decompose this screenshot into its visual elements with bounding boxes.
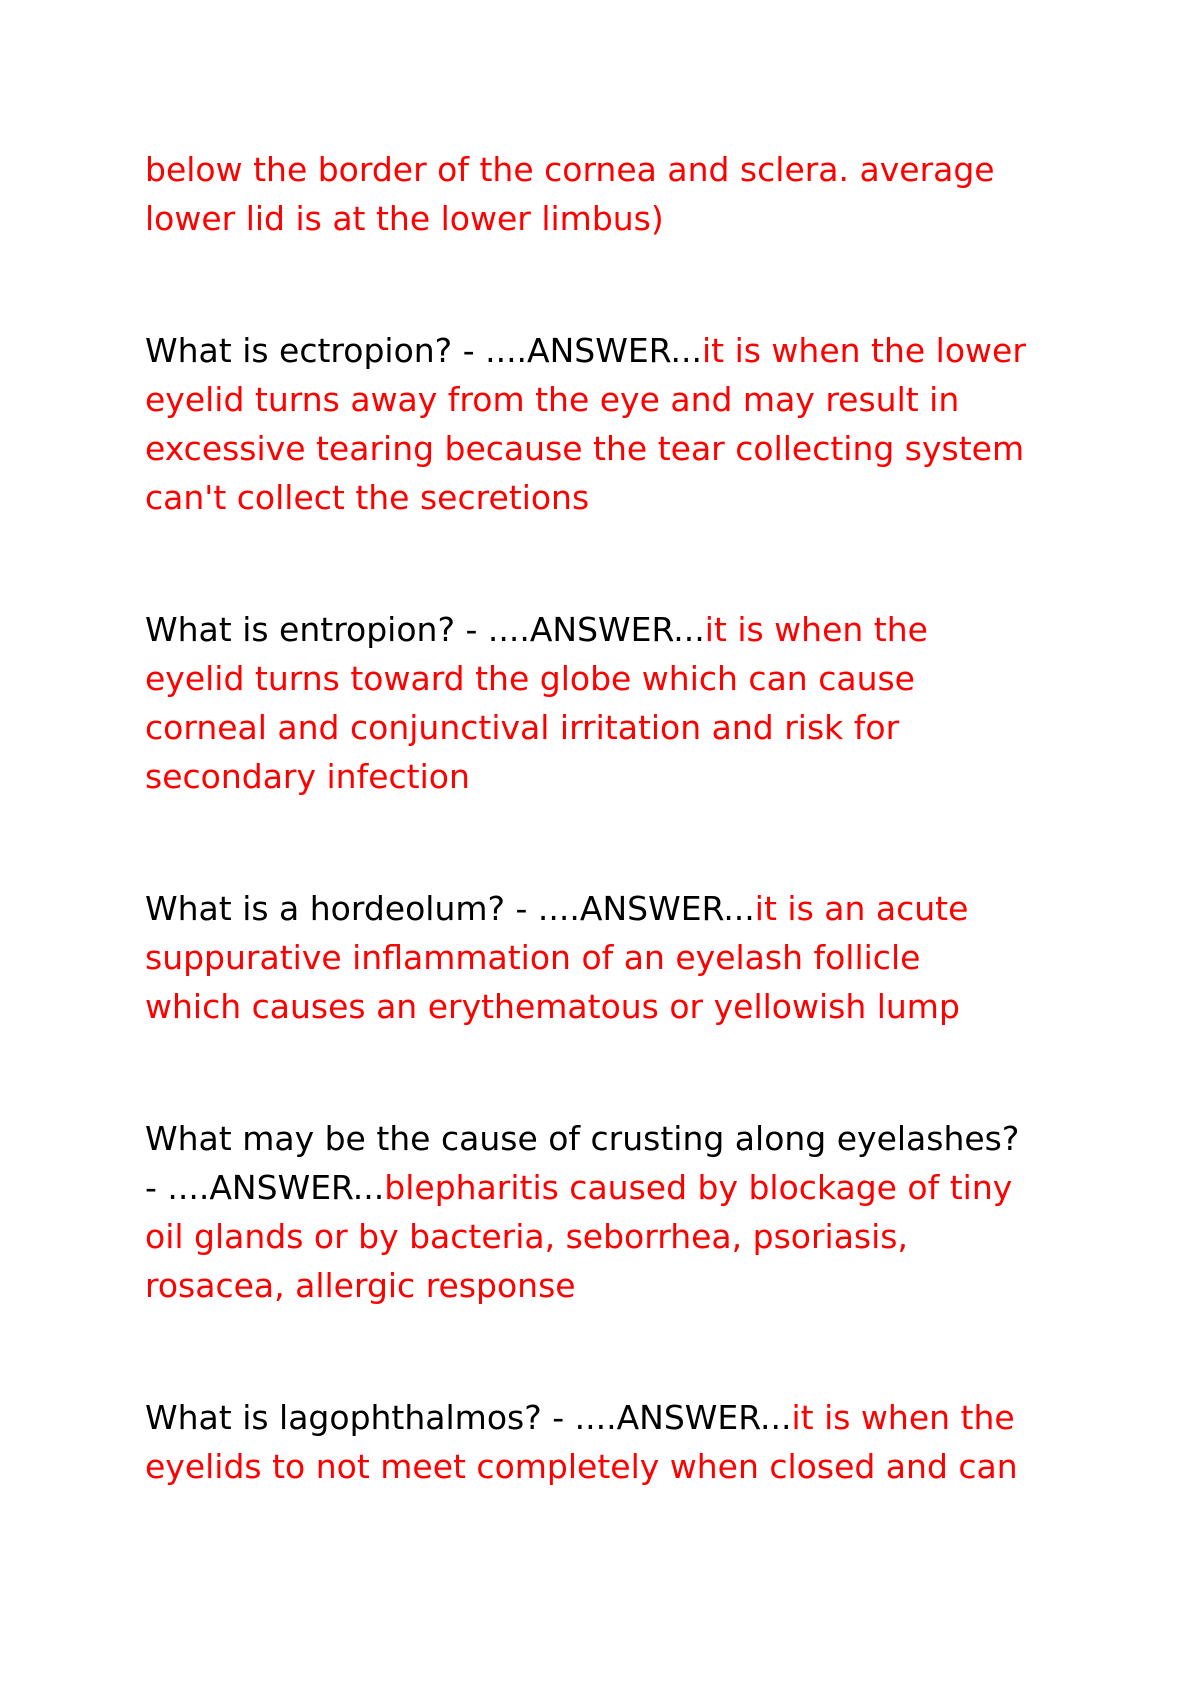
text-line xyxy=(145,654,1075,703)
question-text: What is entropion? - ....ANSWER... xyxy=(145,610,705,649)
question-text: What is lagophthalmos? - ....ANSWER... xyxy=(145,1398,792,1437)
answer-text: suppurative inflammation of an eyelash follicle xyxy=(145,938,921,977)
answer-text: which causes an erythematous or yellowish lump xyxy=(145,987,960,1026)
answer-text: lower lid is at the lower limbus) xyxy=(145,199,664,238)
text-line xyxy=(145,752,1075,801)
text-line xyxy=(145,703,1075,752)
answer-text: can't collect the secretions xyxy=(145,478,590,517)
qa-block-ectropion xyxy=(145,326,1075,522)
answer-text: secondary infection xyxy=(145,757,470,796)
text-line xyxy=(145,326,1075,375)
answer-text: rosacea, allergic response xyxy=(145,1266,576,1305)
answer-text: corneal and conjunctival irritation and risk for xyxy=(145,708,900,747)
text-line xyxy=(145,194,1075,243)
answer-text: below the border of the cornea and sclera. average xyxy=(145,150,995,189)
question-text: What is ectropion? - ....ANSWER... xyxy=(145,331,702,370)
text-line xyxy=(145,1212,1075,1261)
text-line xyxy=(145,933,1075,982)
answer-text: eyelids to not meet completely when closed and can xyxy=(145,1447,1018,1486)
qa-block-lagophthalmos xyxy=(145,1393,1075,1491)
qa-block-crusting xyxy=(145,1114,1075,1310)
text-line xyxy=(145,605,1075,654)
text-line xyxy=(145,1442,1075,1491)
question-text: What is a hordeolum? - ....ANSWER... xyxy=(145,889,755,928)
answer-text: it is when the xyxy=(791,1398,1015,1437)
text-line xyxy=(145,375,1075,424)
answer-text: it is an acute xyxy=(754,889,969,928)
text-line xyxy=(145,1114,1075,1163)
qa-block-hordeolum xyxy=(145,884,1075,1031)
answer-text: eyelid turns toward the globe which can cause xyxy=(145,659,915,698)
answer-text: blepharitis caused by blockage of tiny xyxy=(384,1168,1013,1207)
answer-text: it is when the xyxy=(704,610,928,649)
question-text: - ....ANSWER... xyxy=(145,1168,385,1207)
answer-text: oil glands or by bacteria, seborrhea, psoriasis, xyxy=(145,1217,908,1256)
answer-text: it is when the lower xyxy=(701,331,1026,370)
qa-block-entropion xyxy=(145,605,1075,801)
text-line xyxy=(145,1163,1075,1212)
text-line xyxy=(145,982,1075,1031)
question-text: What may be the cause of crusting along eyelashes? xyxy=(145,1119,1020,1158)
text-line xyxy=(145,884,1075,933)
text-line xyxy=(145,1393,1075,1442)
text-line xyxy=(145,424,1075,473)
qa-block-continuation xyxy=(145,145,1075,243)
text-line xyxy=(145,1261,1075,1310)
text-line xyxy=(145,473,1075,522)
text-line xyxy=(145,145,1075,194)
answer-text: excessive tearing because the tear collecting system xyxy=(145,429,1025,468)
answer-text: eyelid turns away from the eye and may result in xyxy=(145,380,960,419)
